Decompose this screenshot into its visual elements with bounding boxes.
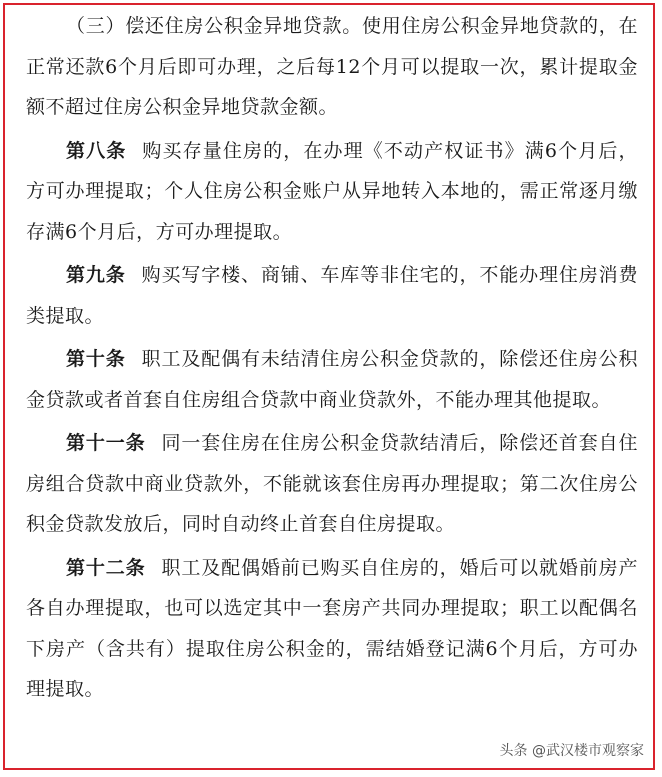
article-text: 购买存量住房的，在办理《不动产权证书》满6个月后，方可办理提取；个人住房公积金账户从异地转入本地的，需正常逐月缴存满6个月后，方可办理提取。 (26, 139, 638, 243)
document-body (26, 6, 638, 713)
article-text: 职工及配偶婚前已购买自住房的，婚后可以就婚前房产各自办理提取，也可以选定其中一套房产共同办理提取；职工以配偶名下房产（含共有）提取住房公积金的，需结婚登记满6个月后，方可办理提取。 (26, 556, 638, 700)
article-text: 购买写字楼、商铺、车库等非住宅的，不能办理住房消费类提取。 (26, 264, 638, 327)
paragraph-repayment (26, 6, 638, 128)
article-11 (26, 423, 638, 545)
article-12 (26, 548, 638, 710)
article-9 (26, 255, 638, 336)
article-number: 第八条 (66, 139, 127, 162)
article-8 (26, 131, 638, 253)
article-number: 第九条 (66, 264, 126, 286)
article-text: 职工及配偶有未结清住房公积金贷款的，除偿还住房公积金贷款或者首套自住房组合贷款中商业贷款外，不能办理其他提取。 (26, 348, 638, 411)
article-text: 同一套住房在住房公积金贷款结清后，除偿还首套自住房组合贷款中商业贷款外，不能就该套住房再办理提取；第二次住房公积金贷款发放后，同时自动终止首套自住房提取。 (26, 432, 638, 535)
paragraph-text: （三）偿还住房公积金异地贷款。使用住房公积金异地贷款的，在正常还款6个月后即可办理，之后每12个月可以提取一次，累计提取金额不超过住房公积金异地贷款金额。 (26, 15, 638, 118)
article-number: 第十一条 (66, 432, 146, 454)
watermark-label: 头条 @武汉楼市观察家 (496, 739, 648, 761)
article-number: 第十条 (66, 348, 126, 370)
article-number: 第十二条 (66, 556, 146, 579)
article-10 (26, 339, 638, 420)
